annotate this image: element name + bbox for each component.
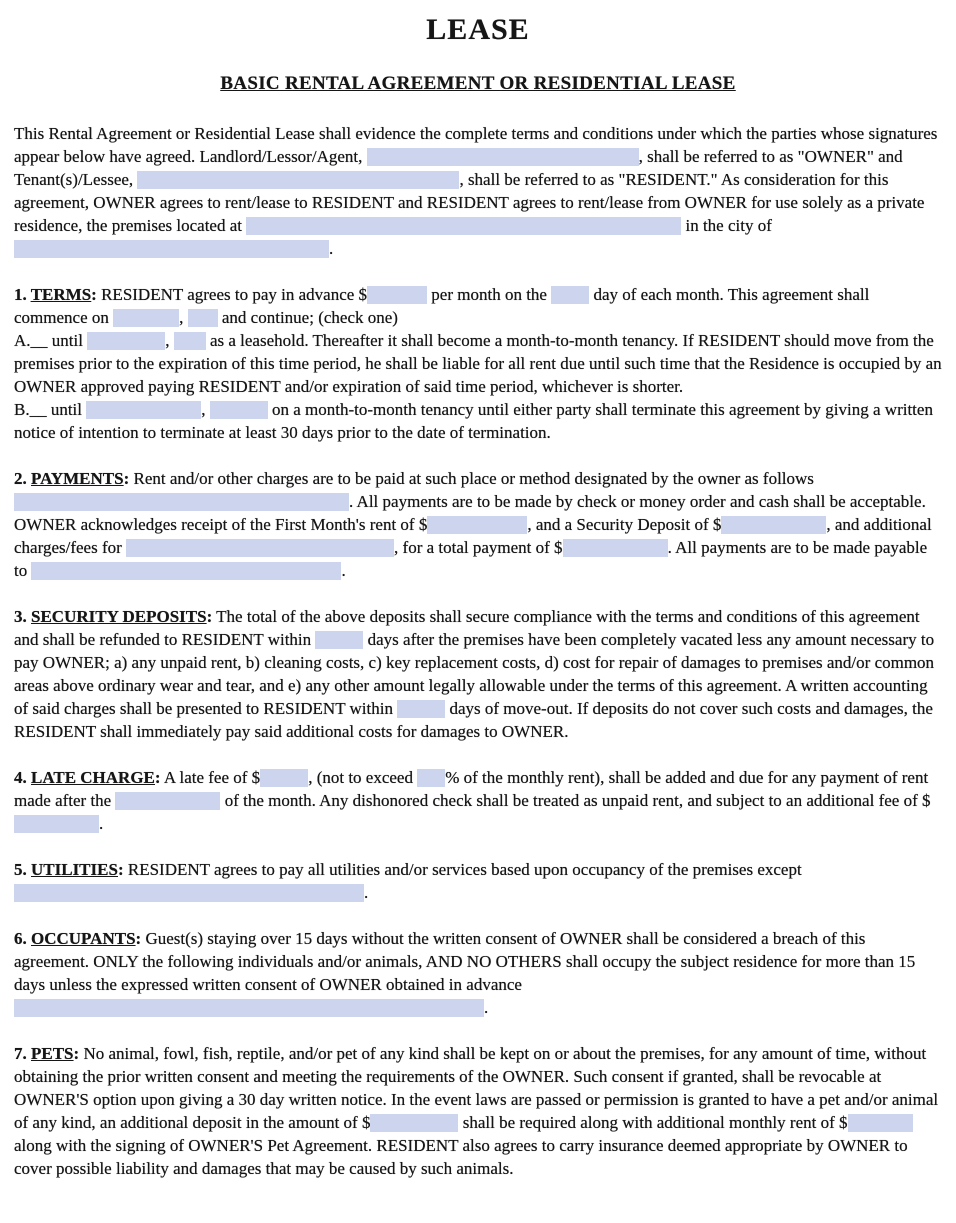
section-occupants xyxy=(14,927,942,1019)
section-number: : xyxy=(123,469,130,488)
section-pets xyxy=(14,1042,942,1180)
blank-field[interactable] xyxy=(246,217,681,235)
section-number: : xyxy=(135,929,142,948)
text-run: . All payments are to be made by check or money order and cash shall be acceptable. OWNER acknowledges receipt of the First Month's rent of $ xyxy=(14,492,926,534)
text-run: Guest(s) staying over 15 days without the written consent of OWNER shall be considered a breach of this agreement. ONLY the following individuals and/or animals, AND NO OTHERS shall occupy the subject residence for more than 15 days unless the expressed written consent of OWNER obtained in advance xyxy=(14,929,916,994)
blank-field[interactable] xyxy=(370,1114,458,1132)
section-number: 7. xyxy=(14,1044,31,1063)
blank-field[interactable] xyxy=(87,332,165,350)
section-number: : xyxy=(206,607,213,626)
text-run: , shall be referred to as "OWNER" and Tenant(s)/Lessee, xyxy=(14,147,903,189)
blank-field[interactable] xyxy=(115,792,220,810)
section-payments xyxy=(14,467,942,582)
text-run: % of the monthly rent), shall be added and due for any payment of rent made after the xyxy=(14,768,929,810)
blank-field[interactable] xyxy=(367,148,639,166)
text-run: , for a total payment of $ xyxy=(394,538,563,557)
blank-field[interactable] xyxy=(113,309,179,327)
text-run: . xyxy=(99,814,104,833)
section-number: : xyxy=(73,1044,80,1063)
blank-field[interactable] xyxy=(14,884,364,902)
text-run: RESIDENT agrees to pay in advance $ xyxy=(96,285,368,304)
text-run: as a leasehold. Thereafter it shall become a month-to-month tenancy. If RESIDENT should move from the premises prior to the expiration of this time period, he shall be liable for all rent due until such time that the Residence is occupied by an OWNER approved paying RESIDENT and/or expiration of said time period, whichever is shorter. xyxy=(14,331,942,396)
section-number: 3. xyxy=(14,607,31,626)
text-run: . xyxy=(329,239,334,258)
section-heading: PAYMENTS xyxy=(31,469,124,488)
blank-field[interactable] xyxy=(31,562,341,580)
text-run: . xyxy=(484,998,489,1017)
text-run: and continue; (check one) xyxy=(217,308,398,327)
blank-field[interactable] xyxy=(417,769,445,787)
text-run: per month on the xyxy=(427,285,552,304)
blank-field[interactable] xyxy=(721,516,826,534)
blank-field[interactable] xyxy=(14,815,99,833)
text-run: shall be required along with additional monthly rent of $ xyxy=(458,1113,848,1132)
text-run: , (not to exceed xyxy=(308,768,418,787)
blank-field[interactable] xyxy=(14,493,349,511)
blank-field[interactable] xyxy=(210,401,268,419)
blank-field[interactable] xyxy=(397,700,445,718)
text-run: along with the signing of OWNER'S Pet Agreement. RESIDENT also agrees to carry insurance deemed appropriate by OWNER to cover possible liability and damages that may be caused by such animals. xyxy=(14,1136,908,1178)
blank-field[interactable] xyxy=(126,539,394,557)
text-run: , shall be referred to as "RESIDENT." As consideration for this agreement, OWNER agrees to rent/lease to RESIDENT and RESIDENT agrees to rent/lease from OWNER for use solely as a private residence, the premises located at xyxy=(14,170,925,235)
blank-field[interactable] xyxy=(188,309,218,327)
text-run: , xyxy=(179,308,188,327)
section-heading: TERMS xyxy=(30,285,92,304)
section-late-charge xyxy=(14,766,942,835)
text-run: . All payments are to be made payable to xyxy=(14,538,928,580)
section-heading: LATE CHARGE xyxy=(31,768,155,787)
section-number: 2. xyxy=(14,469,31,488)
blank-field[interactable] xyxy=(14,999,484,1017)
section-number: 4. xyxy=(14,768,31,787)
intro-paragraph xyxy=(14,122,942,260)
section-utilities xyxy=(14,858,942,904)
section-number: : xyxy=(154,768,161,787)
text-run: This Rental Agreement or Residential Lease shall evidence the complete terms and conditions under which the parties whose signatures appear below have agreed. Landlord/Lessor/Agent, xyxy=(14,124,938,166)
blank-field[interactable] xyxy=(14,240,329,258)
document-title: LEASE xyxy=(426,13,530,46)
text-run: , xyxy=(165,331,174,350)
text-run: The total of the above deposits shall secure compliance with the terms and conditions of this agreement and shall be refunded to RESIDENT within xyxy=(14,607,920,649)
section-heading: SECURITY DEPOSITS xyxy=(31,607,207,626)
text-run: , and a Security Deposit of $ xyxy=(527,515,722,534)
text-run: , and additional charges/fees for xyxy=(14,515,932,557)
text-run: No animal, fowl, fish, reptile, and/or pet of any kind shall be kept on or about the premises, for any amount of time, without obtaining the prior written consent and meeting the requirements of the OWNER. Such consent if granted, shall be revocable at OWNER'S option upon giving a 30 day written notice. In the event laws are passed or permission is granted to have a pet and/or animal of any kind, an additional deposit in the amount of $ xyxy=(14,1044,939,1132)
text-run: in the city of xyxy=(681,216,772,235)
blank-field[interactable] xyxy=(137,171,459,189)
blank-field[interactable] xyxy=(563,539,668,557)
blank-field[interactable] xyxy=(367,286,427,304)
text-run: of the month. Any dishonored check shall be treated as unpaid rent, and subject to an additional fee of $ xyxy=(220,791,931,810)
text-run: days after the premises have been completely vacated less any amount necessary to pay OWNER; a) any unpaid rent, b) cleaning costs, c) key replacement costs, d) cost for repair of damages to premises and/or common areas above ordinary wear and tear, and e) any other amount legally allowable under the terms of this agreement. A written accounting of said charges shall be presented to RESIDENT within xyxy=(14,630,935,718)
text-run: . xyxy=(364,883,369,902)
text-run: . xyxy=(341,561,346,580)
section-number: : xyxy=(91,285,97,304)
text-run: Rent and/or other charges are to be paid at such place or method designated by the owner as follows xyxy=(129,469,814,488)
section-heading: PETS xyxy=(31,1044,74,1063)
section-number: 1. xyxy=(14,285,31,304)
document-subtitle: BASIC RENTAL AGREEMENT OR RESIDENTIAL LEASE xyxy=(220,73,736,94)
blank-field[interactable] xyxy=(848,1114,913,1132)
text-run: B.__ until xyxy=(14,400,87,419)
section-number: 6. xyxy=(14,929,31,948)
blank-field[interactable] xyxy=(260,769,308,787)
text-run: , xyxy=(201,400,210,419)
blank-field[interactable] xyxy=(315,631,363,649)
blank-field[interactable] xyxy=(86,401,201,419)
text-run: day of each month. This agreement shall commence on xyxy=(14,285,870,327)
blank-field[interactable] xyxy=(174,332,206,350)
text-run: A.__ until xyxy=(14,331,88,350)
text-run: RESIDENT agrees to pay all utilities and/or services based upon occupancy of the premises except xyxy=(123,860,802,879)
blank-field[interactable] xyxy=(427,516,527,534)
text-run: on a month-to-month tenancy until either party shall terminate this agreement by giving a written notice of intention to terminate at least 30 days prior to the date of termination. xyxy=(14,400,933,442)
text-run: A late fee of $ xyxy=(160,768,261,787)
section-heading: UTILITIES xyxy=(31,860,118,879)
text-run: days of move-out. If deposits do not cover such costs and damages, the RESIDENT shall immediately pay said additional costs for damages to OWNER. xyxy=(14,699,933,741)
section-number: : xyxy=(117,860,124,879)
section-terms xyxy=(14,283,942,444)
section-heading: OCCUPANTS xyxy=(31,929,136,948)
blank-field[interactable] xyxy=(551,286,589,304)
section-security-deposits xyxy=(14,605,942,743)
section-number: 5. xyxy=(14,860,31,879)
